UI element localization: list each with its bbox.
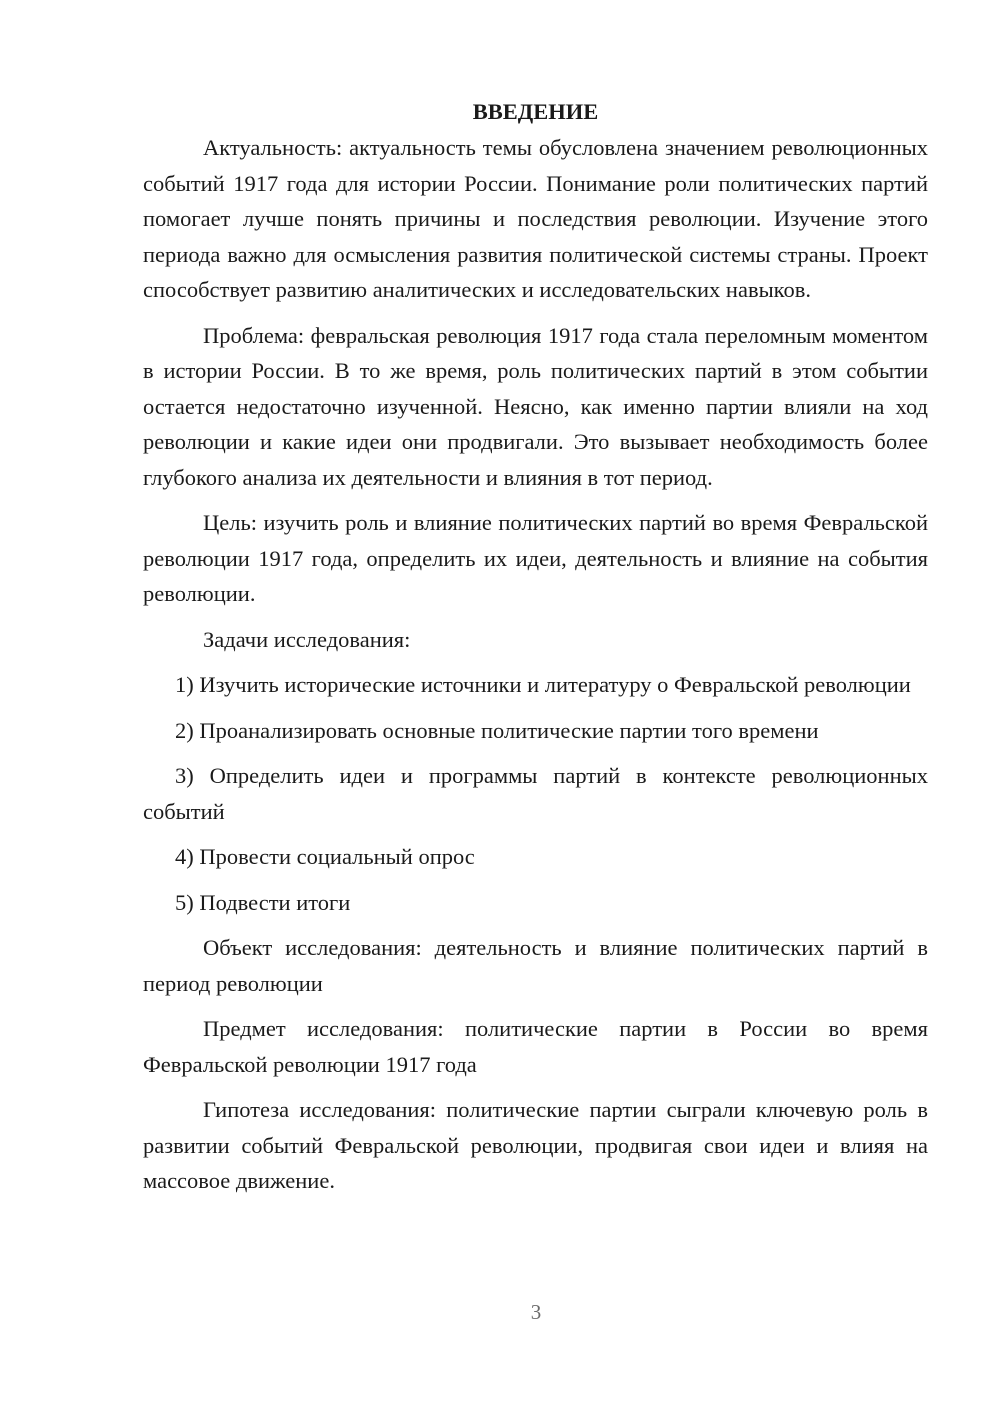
goal-paragraph: Цель: изучить роль и влияние политических партий во время Февральской революции 1917 года, определить их идеи, деятельность и влияние на события революции. [143,510,928,606]
section-title: ВВЕДЕНИЕ [472,99,599,124]
list-item: 2) Проанализировать основные политические партии того времени [175,717,819,743]
list-item: 4) Провести социальный опрос [175,844,475,869]
relevance-paragraph: Актуальность: актуальность темы обусловлена значением революционных событий 1917 года для истории России. Понимание роли политических партий помогает лучше понять причины и последствия революции. Изучение этого периода важно для осмысления развития политической системы страны. Проект способствует развитию аналитических и исследовательских навыков. [143,135,928,302]
object-paragraph: Объект исследования: деятельность и влияние политических партий в период революции [143,935,928,996]
problem-paragraph: Проблема: февральская революция 1917 года стала переломным моментом в истории России. В то же время, роль политических партий в этом событии остается недостаточно изученной. Неясно, как именно партии влияли на ход революции и какие идеи они продвигали. Это вызывает необходимость более глубокого анализа их деятельности и влияния в тот период. [143,322,928,490]
list-item: 1) Изучить исторические источники и литературу о Февральской революции [175,672,911,697]
tasks-list [143,667,928,920]
hypothesis-paragraph: Гипотеза исследования: политические партии сыграли ключевую роль в развитии событий Февральской революции, продвигая свои идеи и влияя на массовое движение. [143,1097,928,1193]
subject-paragraph: Предмет исследования: политические партии в России во время Февральской революции 1917 года [143,1016,928,1077]
tasks-heading: Задачи исследования: [203,626,411,652]
document-page [143,94,928,1209]
page-number: 3 [530,1300,542,1324]
list-item: 5) Подвести итоги [175,889,351,915]
list-item: 3) Определить идеи и программы партий в контексте революционных событий [143,763,928,824]
